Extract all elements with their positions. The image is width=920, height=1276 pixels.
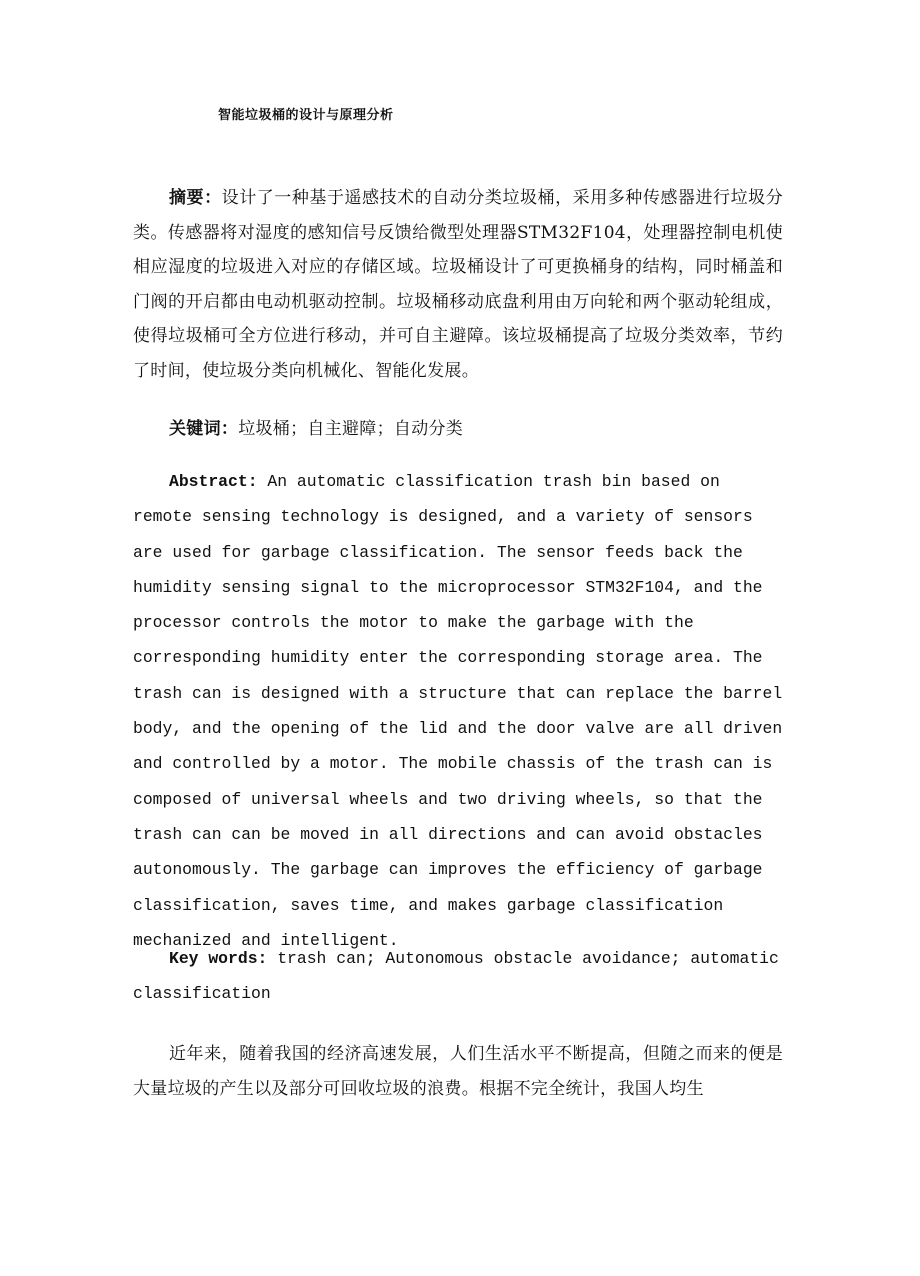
introduction-paragraph: 近年来，随着我国的经济高速发展，人们生活水平不断提高，但随之而来的便是大量垃圾的产生以及部分可回收垃圾的浪费。根据不完全统计，我国人均生 — [133, 1044, 783, 1099]
chinese-keywords-text: 垃圾桶；自主避障；自动分类 — [238, 419, 464, 439]
chinese-abstract — [133, 181, 783, 388]
english-abstract-label: Abstract: — [169, 472, 258, 491]
chinese-keywords — [133, 412, 783, 447]
english-keywords-label: Key words: — [169, 949, 268, 968]
chinese-abstract-text: 设计了一种基于遥感技术的自动分类垃圾桶，采用多种传感器进行垃圾分类。传感器将对湿度的感知信号反馈给微型处理器STM32F104，处理器控制电机使相应湿度的垃圾进入对应的存储区域。垃圾桶设计了可更换桶身的结构，同时桶盖和门阀的开启都由电动机驱动控制。垃圾桶移动底盘利用由万向轮和两个驱动轮组成，使得垃圾桶可全方位进行移动，并可自主避障。该垃圾桶提高了垃圾分类效率，节约了时间，使垃圾分类向机械化、智能化发展。 — [133, 188, 783, 381]
chinese-keywords-label: 关键词： — [169, 419, 239, 439]
english-abstract-text: An automatic classification trash bin based on remote sensing technology is designed, and a variety of sensors are used for garbage classification. The sensor feeds back the humidity sensing signal to the microprocessor STM32F104, and the processor controls the motor to make the garbage with the corresponding humidity enter the corresponding storage area. The trash can is designed with a structure that can replace the barrel body, and the opening of the lid and the door valve are all driven and controlled by a motor. The mobile chassis of the trash can is composed of universal wheels and two driving wheels, so that the trash can can be moved in all directions and can avoid obstacles autonomously. The garbage can improves the efficiency of garbage classification, saves time, and makes garbage classification mechanized and intelligent. — [133, 472, 783, 950]
english-keywords-text: trash can; Autonomous obstacle avoidance; automatic classification — [133, 949, 779, 1004]
english-abstract — [133, 464, 783, 958]
english-keywords — [133, 941, 783, 1012]
paper-title: 智能垃圾桶的设计与原理分析 — [218, 108, 394, 123]
chinese-abstract-label: 摘要： — [169, 188, 222, 208]
